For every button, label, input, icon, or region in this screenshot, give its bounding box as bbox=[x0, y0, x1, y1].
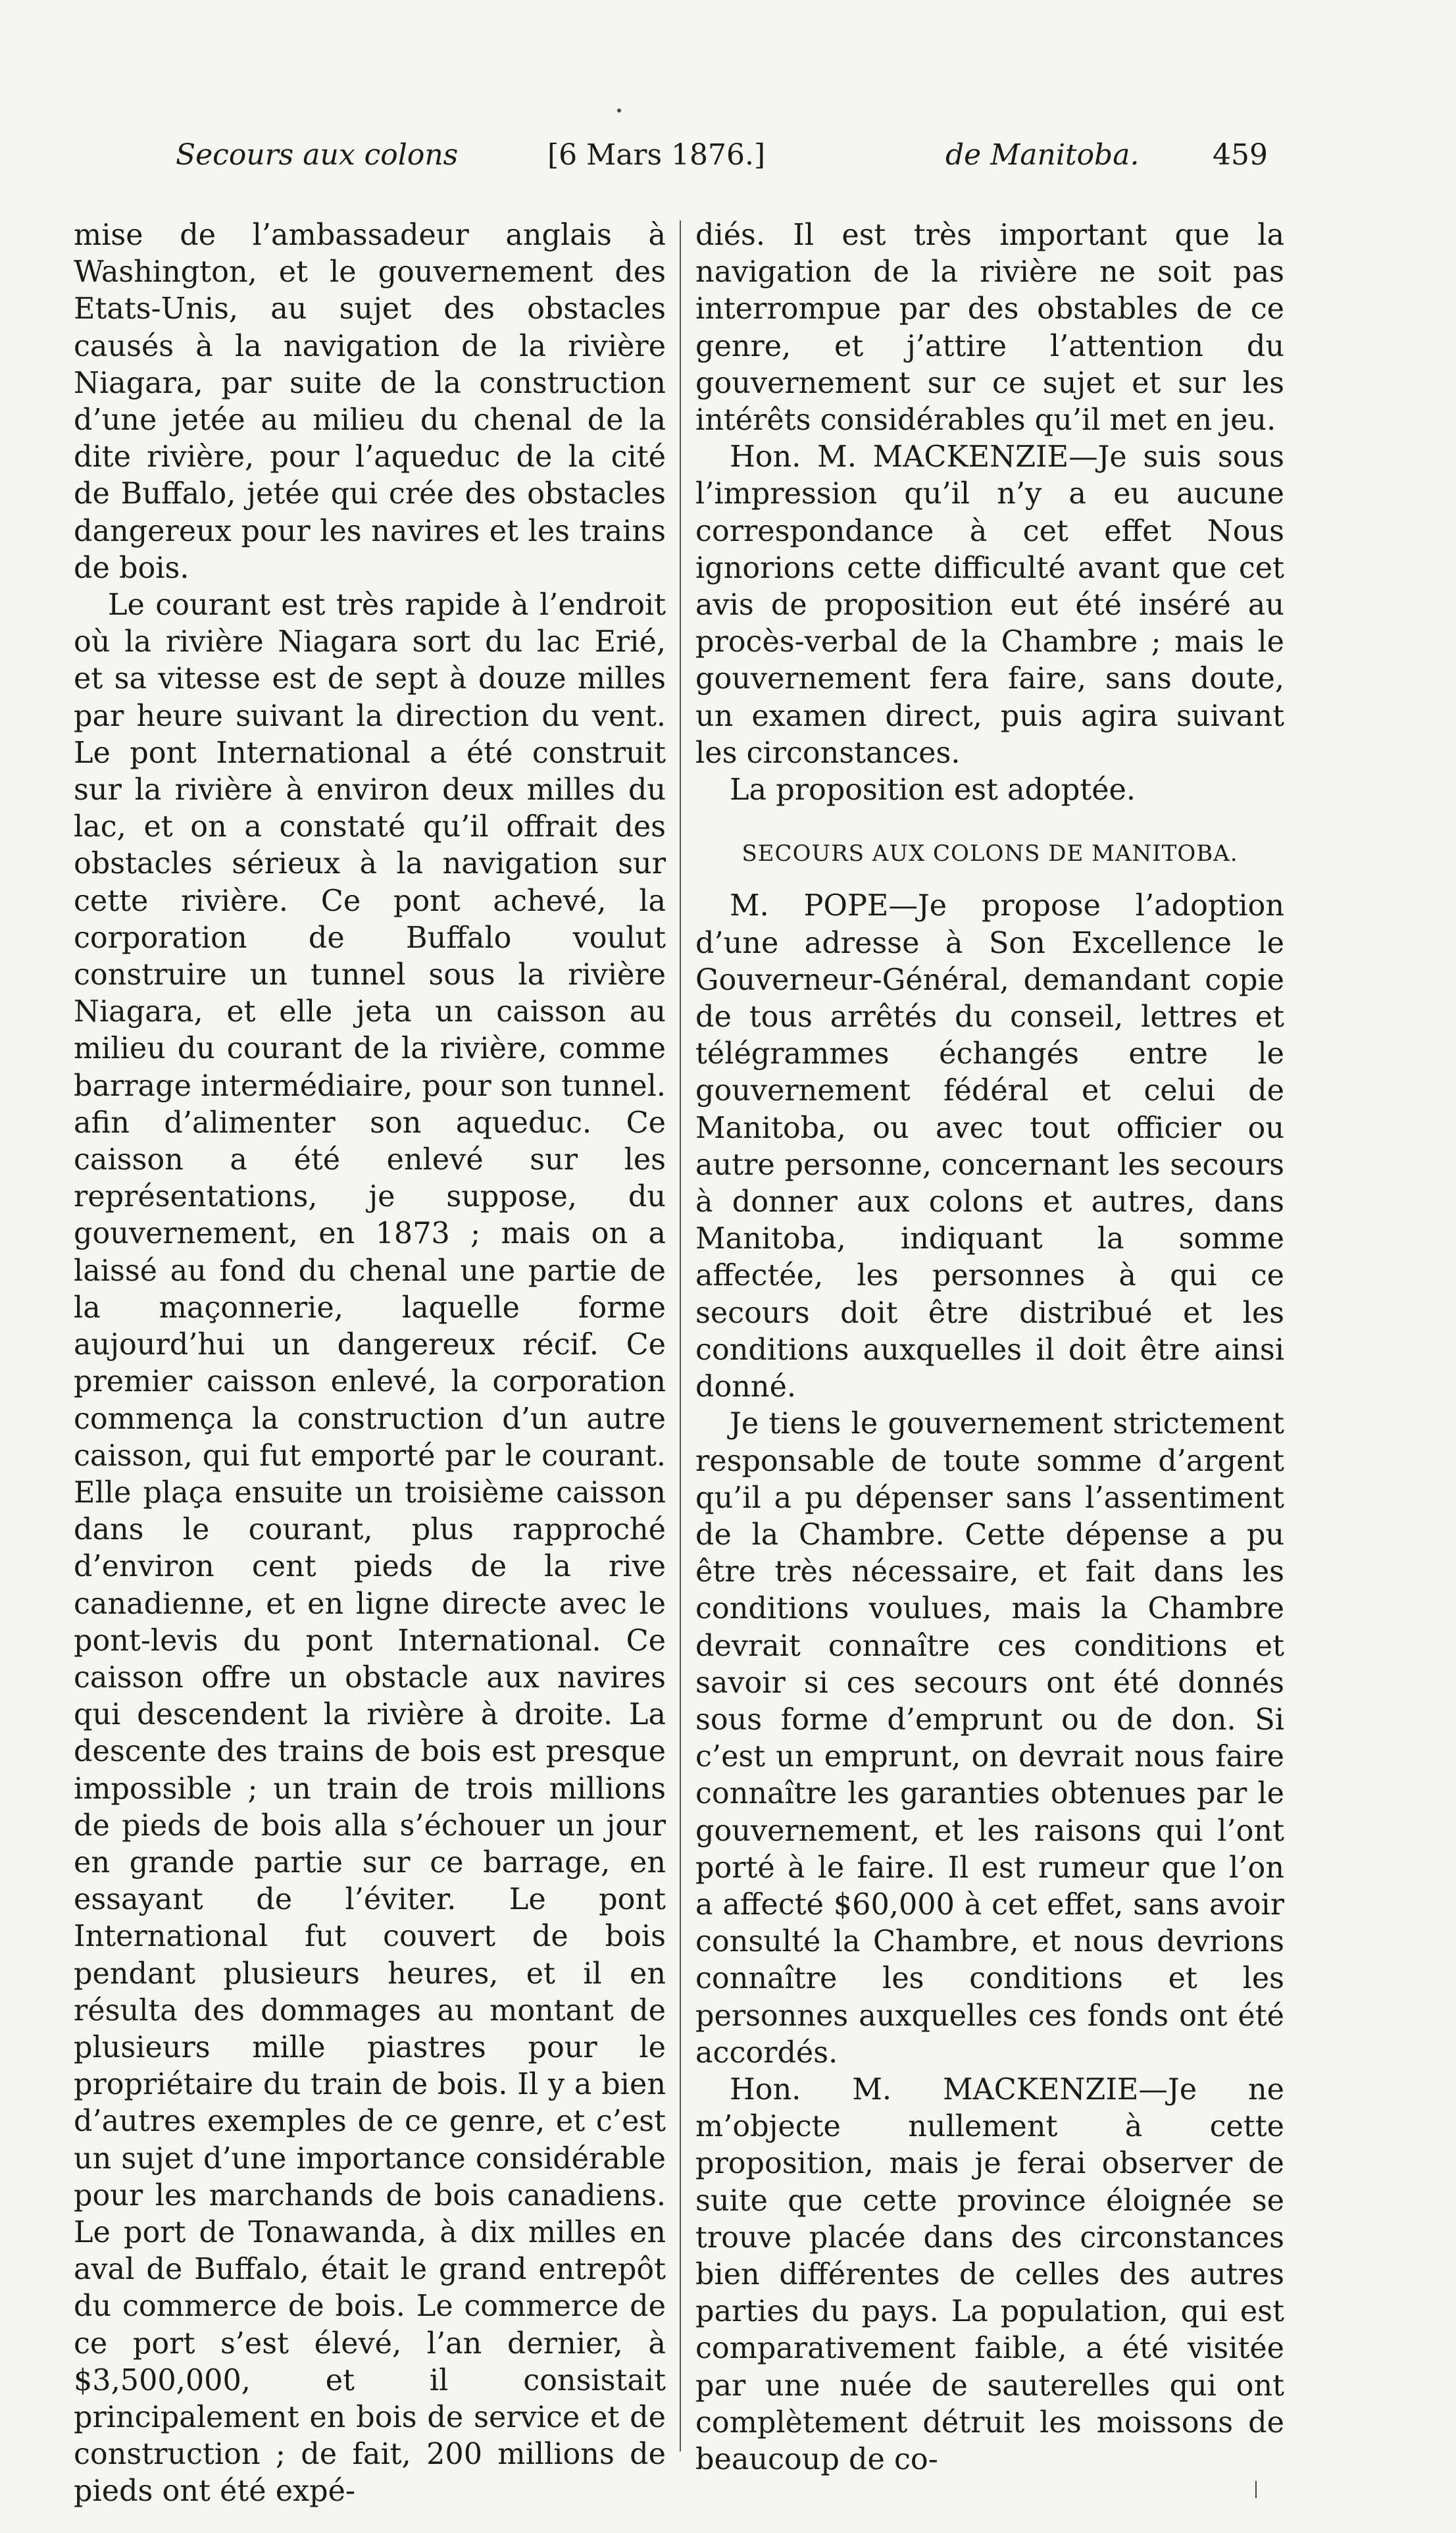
running-head bbox=[74, 138, 1288, 191]
running-head-right: de Manitoba. bbox=[945, 138, 1140, 172]
paragraph: La proposition est adoptée. bbox=[730, 773, 1136, 807]
paragraph: Je tiens le gouvernement strictement responsable de toute somme d’argent qu’il a pu dépenser sans l’assentiment de la Chambre. Cette dépense a pu être très nécessaire, et fait dans les conditions voulues, mais la Chambre devrait connaître ces conditions et savoir si ces secours ont été donnés sous forme d’emprunt ou de don. Si c’est un emprunt, on devrait nous faire connaître les garanties obtenues par le gouvernement, et les raisons qui l’ont porté à le faire. Il est rumeur que l’on a affecté $60,000 à cet effet, sans avoir consulté la Chambre, et nous devrions connaître les conditions et les personnes auxquelles ces fonds ont été accordés. bbox=[695, 1407, 1284, 2070]
left-column bbox=[74, 217, 666, 2511]
print-mark-tick bbox=[1255, 2481, 1257, 2498]
document-page bbox=[74, 72, 1288, 2509]
print-mark-dot bbox=[617, 109, 621, 113]
paragraph: Hon. M. MACKENZIE—Je suis sous l’impression qu’il n’y a eu aucune correspondance à cet effet Nous ignorions cette difficulté avant que cet avis de proposition eut été inséré au procès-verbal de la Chambre ; mais le gouvernement fera faire, sans doute, un examen direct, puis agira suivant les circonstances. bbox=[695, 440, 1284, 770]
paragraph: Hon. M. MACKENZIE—Je ne m’objecte nullement à cette proposition, mais je ferai observer de suite que cette province éloignée se trouve placée dans des circonstances bien différentes de celles des autres parties du pays. La population, qui est comparativement faible, a été visitée par une nuée de sauterelles qui ont complètement détruit les moissons de beaucoup de co- bbox=[695, 2072, 1284, 2476]
paragraph: Le courant est très rapide à l’endroit où la rivière Niagara sort du lac Erié, et sa vitesse est de sept à douze milles par heure suivant la direction du vent. Le pont International a été construit sur la rivière à environ deux milles du lac, et on a constaté qu’il offrait des obstacles sérieux à la navigation sur cette rivière. Ce pont achevé, la corporation de Buffalo voulut construire un tunnel sous la rivière Niagara, et elle jeta un caisson au milieu du courant de la rivière, comme barrage intermédiaire, pour son tunnel. afin d’alimenter son aqueduc. Ce caisson a été enlevé sur les représentations, je suppose, du gouvernement, en 1873 ; mais on a laissé au fond du chenal une partie de la maçonnerie, laquelle forme aujourd’hui un dangereux récif. Ce premier caisson enlevé, la corporation commença la construction d’un autre caisson, qui fut emporté par le courant. Elle plaça ensuite un troisième caisson dans le courant, plus rapproché d’environ cent pieds de la rive canadienne, et en ligne directe avec le pont-levis du pont International. Ce caisson offre un obstacle aux navires qui descendent la rivière à droite. La descente des trains de bois est presque impossible ; un train de trois millions de pieds de bois alla s’échouer un jour en grande partie sur ce barrage, en essayant de l’éviter. Le pont International fut couvert de bois pendant plusieurs heures, et il en résulta des dommages au montant de plusieurs mille piastres pour le propriétaire du train de bois. Il y a bien d’autres exemples de ce genre, et c’est un sujet d’une importance considérable pour les marchands de bois canadiens. Le port de Tonawanda, à dix milles en aval de Buffalo, était le grand entrepôt du commerce de bois. Le commerce de ce port s’est élevé, l’an dernier, à $3,500,000, et il consistait principalement en bois de service et de construction ; de fait, 200 millions de pieds ont été expé- bbox=[74, 588, 666, 2509]
running-head-left: Secours aux colons bbox=[176, 138, 459, 172]
page-number: 459 bbox=[1213, 138, 1268, 172]
paragraph: mise de l’ambassadeur anglais à Washington, et le gouvernement des Etats-Unis, au sujet des obstacles causés à la navigation de la rivière Niagara, par suite de la construction d’une jetée au milieu du chenal de la dite rivière, pour l’aqueduc de la cité de Buffalo, jetée qui crée des obstacles dangereux pour les navires et les trains de bois. bbox=[74, 218, 666, 585]
section-heading: SECOURS AUX COLONS DE MANITOBA. bbox=[741, 840, 1238, 867]
right-column bbox=[695, 217, 1284, 2478]
paragraph: M. POPE—Je propose l’adoption d’une adresse à Son Excellence le Gouverneur-Général, demandant copie de tous arrêtés du conseil, lettres et télégrammes échangés entre le gouvernement fédéral et celui de Manitoba, ou avec tout officier ou autre personne, concernant les secours à donner aux colons et autres, dans Manitoba, indiquant la somme affectée, les personnes à qui ce secours doit être distribué et les conditions auxquelles il doit être ainsi donné. bbox=[695, 889, 1284, 1404]
running-head-date: [6 Mars 1876.] bbox=[547, 138, 766, 172]
column-divider bbox=[680, 220, 681, 2451]
paragraph: diés. Il est très important que la navigation de la rivière ne soit pas interrompue par des obstables de ce genre, et j’attire l’attention du gouvernement sur ce sujet et sur les intérêts considérables qu’il met en jeu. bbox=[695, 218, 1284, 438]
